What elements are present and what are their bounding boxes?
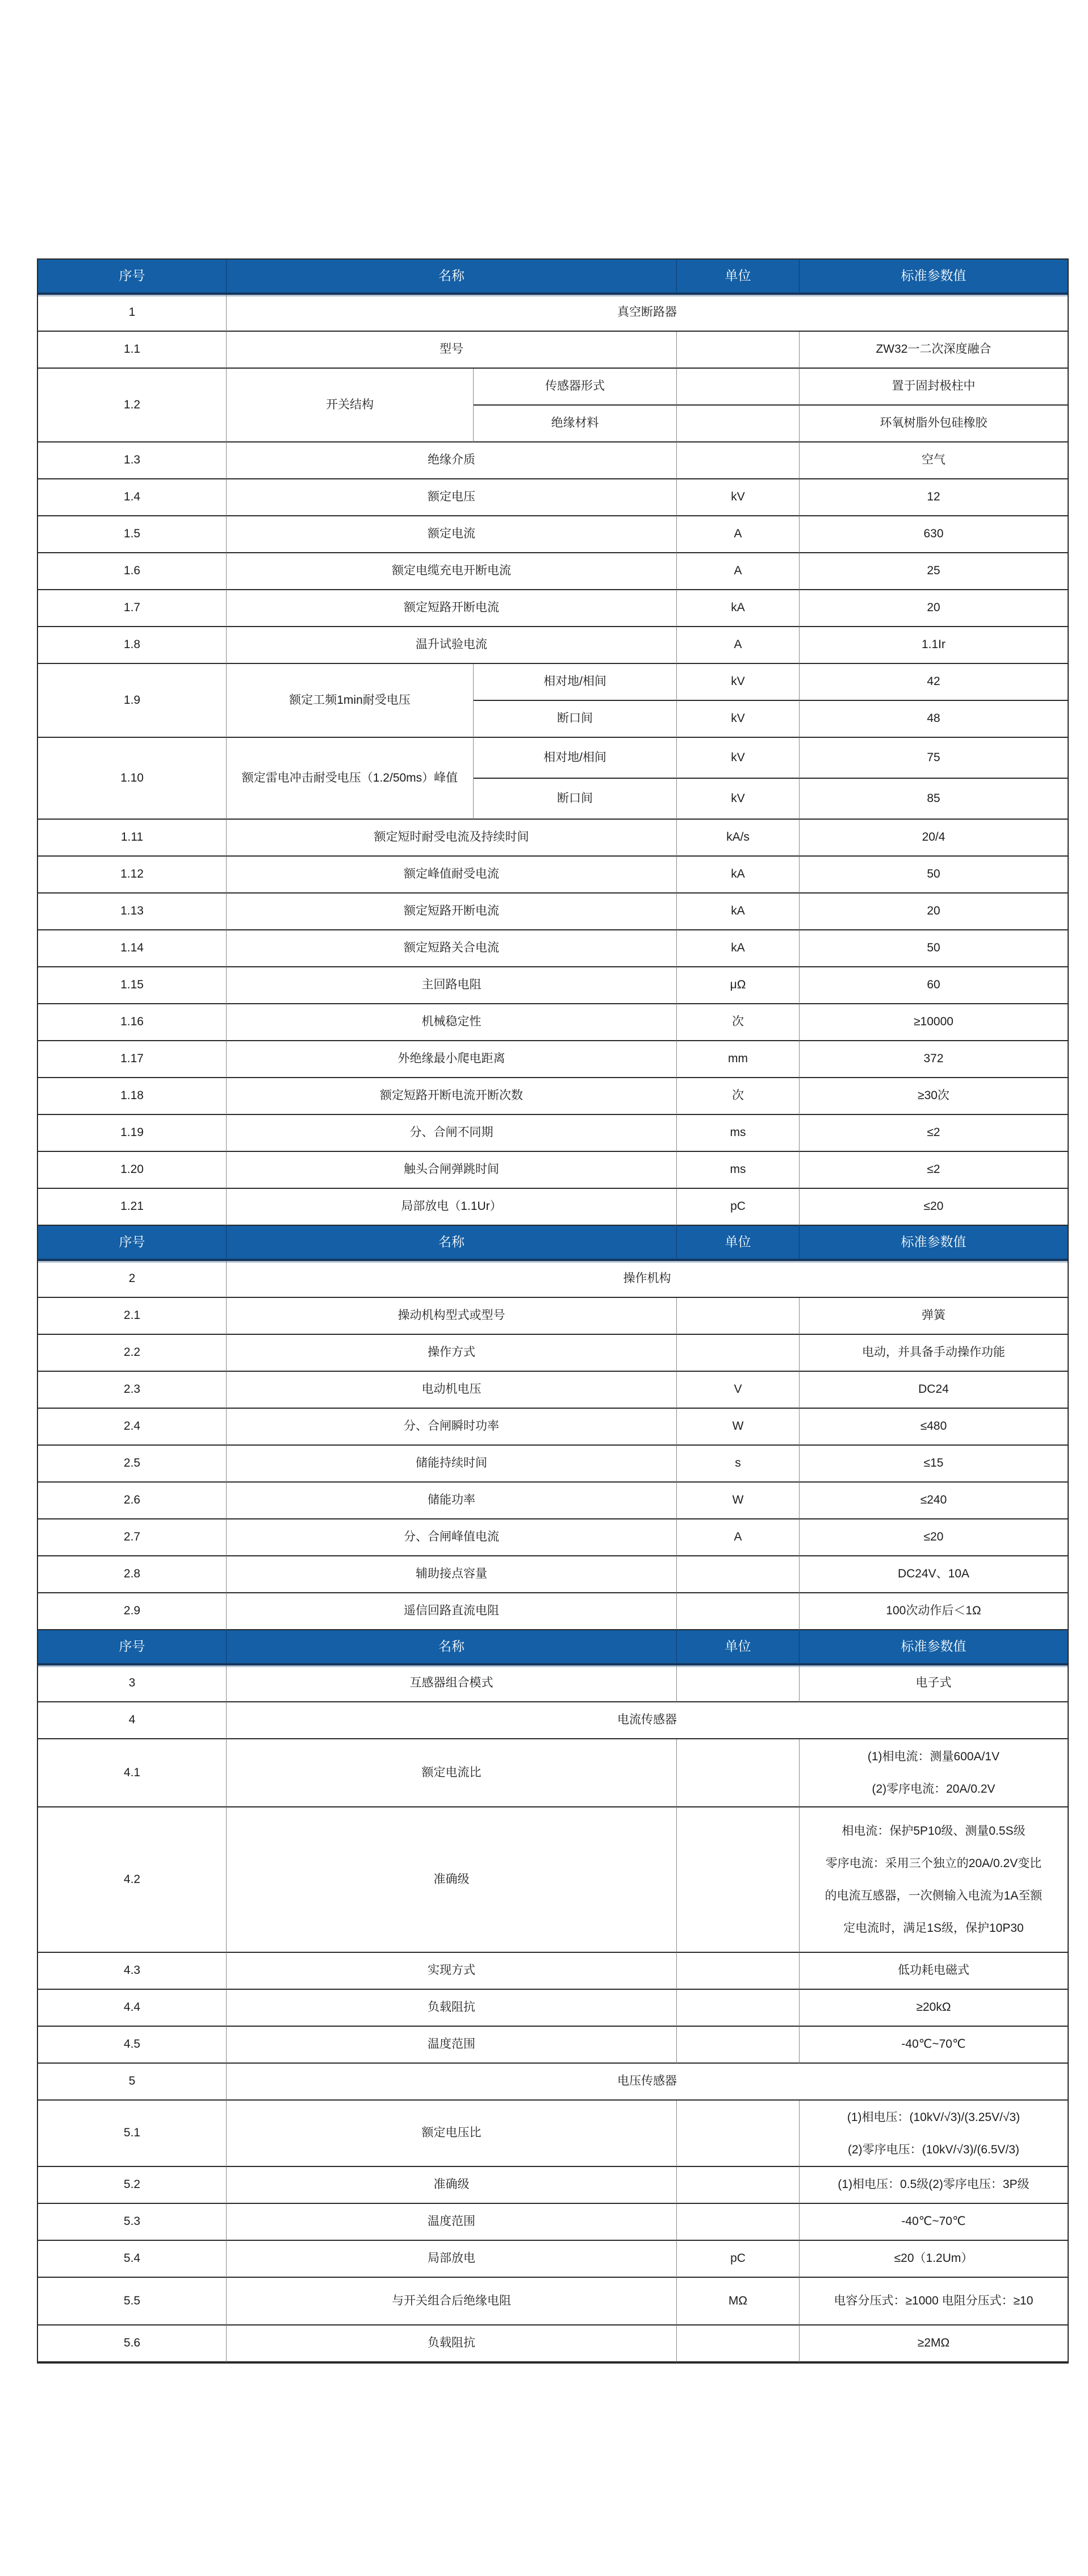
unit-cell (677, 369, 800, 406)
name-cell: 遥信回路直流电阻 (227, 1593, 677, 1630)
unit-cell (677, 1593, 800, 1630)
row-number-cell: 1.11 (38, 820, 227, 857)
value-cell: 20 (800, 590, 1068, 627)
unit-cell: 次 (677, 1004, 800, 1041)
unit-cell: A (677, 553, 800, 590)
value-cell: 低功耗电磁式 (800, 1953, 1068, 1990)
value-cell: DC24V、10A (800, 1556, 1068, 1593)
name-cell: 分、合闸不同期 (227, 1115, 677, 1152)
value-cell: DC24 (800, 1372, 1068, 1409)
row-number-cell: 1.16 (38, 1004, 227, 1041)
unit-cell: pC (677, 1189, 800, 1226)
unit-cell (677, 1990, 800, 2027)
table-row (38, 332, 1068, 369)
col-header-value: 标准参数值 (800, 1226, 1068, 1261)
name-cell: 准确级 (227, 2167, 677, 2204)
unit-cell (677, 1556, 800, 1593)
table-row (38, 1261, 1068, 1298)
unit-cell: A (677, 516, 800, 553)
unit-cell: mm (677, 1041, 800, 1078)
table-row (38, 1446, 1068, 1483)
row-number-cell: 4.4 (38, 1990, 227, 2027)
unit-cell (677, 1298, 800, 1335)
table-row (38, 442, 1068, 479)
row-number-cell: 1.8 (38, 627, 227, 664)
unit-cell: kV (677, 779, 800, 820)
unit-cell: MΩ (677, 2278, 800, 2326)
row-number-cell: 5 (38, 2064, 227, 2101)
header-row (38, 1630, 1068, 1665)
table-row (38, 1665, 1068, 1702)
name-cell: 额定电压 (227, 479, 677, 516)
row-number-cell: 5.2 (38, 2167, 227, 2204)
name-cell: 局部放电（1.1Ur） (227, 1189, 677, 1226)
header-row (38, 260, 1068, 295)
value-line: (2)零序电流：20A/0.2V (872, 1782, 995, 1796)
unit-cell: A (677, 627, 800, 664)
name-cell: 型号 (227, 332, 677, 369)
unit-cell: kA (677, 894, 800, 930)
table-row (38, 2278, 1068, 2326)
row-number-cell: 1.13 (38, 894, 227, 930)
table-row (38, 664, 1068, 701)
value-cell: ≤20 (800, 1519, 1068, 1556)
table-row (38, 1483, 1068, 1519)
table-row (38, 967, 1068, 1004)
value-cell: 48 (800, 701, 1068, 738)
row-number-cell: 3 (38, 1665, 227, 1702)
name-cell: 局部放电 (227, 2241, 677, 2278)
unit-cell: kA (677, 590, 800, 627)
value-line: (2)零序电压：(10kV/√3)/(6.5V/3) (847, 2143, 1020, 2156)
section-title-cell: 操作机构 (227, 1261, 1068, 1298)
row-number-cell: 2.7 (38, 1519, 227, 1556)
name-cell: 分、合闸瞬时功率 (227, 1409, 677, 1446)
unit-cell (677, 1665, 800, 1702)
row-number-cell: 1.15 (38, 967, 227, 1004)
unit-cell: V (677, 1372, 800, 1409)
table-row (38, 1115, 1068, 1152)
table-row (38, 2064, 1068, 2101)
name-cell: 主回路电阻 (227, 967, 677, 1004)
spec-table-container (37, 258, 1066, 2364)
unit-cell: W (677, 1483, 800, 1519)
row-number-cell: 1.12 (38, 857, 227, 894)
unit-cell: pC (677, 2241, 800, 2278)
value-cell: ≤480 (800, 1409, 1068, 1446)
table-row (38, 1990, 1068, 2027)
unit-cell (677, 2027, 800, 2064)
name-cell: 辅助接点容量 (227, 1556, 677, 1593)
name-cell: 额定电流比 (227, 1739, 677, 1807)
spec-table (37, 258, 1069, 2364)
name-cell: 负载阻抗 (227, 2326, 677, 2362)
unit-cell: 次 (677, 1078, 800, 1115)
row-number-cell: 4.3 (38, 1953, 227, 1990)
row-number-cell: 5.3 (38, 2204, 227, 2241)
row-number-cell: 2.1 (38, 1298, 227, 1335)
name-cell: 温度范围 (227, 2027, 677, 2064)
table-row (38, 1152, 1068, 1189)
name-cell: 额定短路关合电流 (227, 930, 677, 967)
name-cell: 额定电缆充电开断电流 (227, 553, 677, 590)
value-cell: (1)相电压：0.5级(2)零序电压：3P级 (800, 2167, 1068, 2204)
name-cell: 分、合闸峰值电流 (227, 1519, 677, 1556)
value-cell: 60 (800, 967, 1068, 1004)
value-cell: 电子式 (800, 1665, 1068, 1702)
row-number-cell: 1.1 (38, 332, 227, 369)
value-cell: 空气 (800, 442, 1068, 479)
unit-cell (677, 1807, 800, 1953)
value-cell: ≤2 (800, 1152, 1068, 1189)
col-header-value: 标准参数值 (800, 260, 1068, 295)
sub-name-cell: 传感器形式 (474, 369, 677, 406)
table-row (38, 2204, 1068, 2241)
col-header-no: 序号 (38, 1226, 227, 1261)
name-cell: 与开关组合后绝缘电阻 (227, 2278, 677, 2326)
value-cell: ≤15 (800, 1446, 1068, 1483)
table-row (38, 1953, 1068, 1990)
sub-name-cell: 相对地/相间 (474, 664, 677, 701)
name-cell: 负载阻抗 (227, 1990, 677, 2027)
row-number-cell: 5.1 (38, 2101, 227, 2167)
value-cell: ZW32一二次深度融合 (800, 332, 1068, 369)
value-cell: 12 (800, 479, 1068, 516)
name-cell: 储能持续时间 (227, 1446, 677, 1483)
section-title-cell: 电流传感器 (227, 1702, 1068, 1739)
value-line: 定电流时，满足1S级，保护10P30 (843, 1922, 1024, 1935)
row-number-cell: 5.6 (38, 2326, 227, 2362)
value-line: 相电流：保护5P10级、测量0.5S级 (842, 1825, 1026, 1838)
value-cell: 弹簧 (800, 1298, 1068, 1335)
name-cell: 操作方式 (227, 1335, 677, 1372)
row-number-cell: 2.9 (38, 1593, 227, 1630)
row-number-cell: 1.5 (38, 516, 227, 553)
row-number-cell: 1.20 (38, 1152, 227, 1189)
row-number-cell: 4.2 (38, 1807, 227, 1953)
col-header-unit: 单位 (677, 1630, 800, 1665)
value-cell: 电动，并具备手动操作功能 (800, 1335, 1068, 1372)
row-number-cell: 1.6 (38, 553, 227, 590)
table-row (38, 1519, 1068, 1556)
value-cell (800, 1807, 1068, 1953)
table-row (38, 2167, 1068, 2204)
value-cell: 电容分压式：≥1000 电阻分压式：≥10 (800, 2278, 1068, 2326)
unit-cell: kA (677, 930, 800, 967)
table-row (38, 1593, 1068, 1630)
name-cell: 额定短路开断电流 (227, 590, 677, 627)
sub-name-cell: 相对地/相间 (474, 738, 677, 779)
value-cell: 100次动作后＜1Ω (800, 1593, 1068, 1630)
value-cell: ≥20kΩ (800, 1990, 1068, 2027)
table-row (38, 1807, 1068, 1953)
value-cell: 85 (800, 779, 1068, 820)
table-row (38, 1041, 1068, 1078)
value-cell: 20/4 (800, 820, 1068, 857)
unit-cell (677, 2167, 800, 2204)
name-cell: 温度范围 (227, 2204, 677, 2241)
value-cell: 环氧树脂外包硅橡胶 (800, 406, 1068, 442)
row-number-cell: 1.9 (38, 664, 227, 738)
row-number-cell: 2.6 (38, 1483, 227, 1519)
section-title-cell: 真空断路器 (227, 295, 1068, 332)
value-cell: ≥10000 (800, 1004, 1068, 1041)
col-header-name: 名称 (227, 1630, 677, 1665)
table-row (38, 1556, 1068, 1593)
table-row (38, 1702, 1068, 1739)
value-cell: -40℃~70℃ (800, 2027, 1068, 2064)
value-cell: 372 (800, 1041, 1068, 1078)
table-row (38, 1078, 1068, 1115)
row-number-cell: 1.3 (38, 442, 227, 479)
table-row (38, 2241, 1068, 2278)
table-row (38, 738, 1068, 779)
row-number-cell: 1.14 (38, 930, 227, 967)
value-cell: 50 (800, 930, 1068, 967)
table-row (38, 1335, 1068, 1372)
name-cell: 额定峰值耐受电流 (227, 857, 677, 894)
col-header-name: 名称 (227, 260, 677, 295)
table-row (38, 369, 1068, 406)
name-cell: 准确级 (227, 1807, 677, 1953)
sub-name-cell: 绝缘材料 (474, 406, 677, 442)
value-cell: ≥30次 (800, 1078, 1068, 1115)
row-number-cell: 2.8 (38, 1556, 227, 1593)
row-number-cell: 1.10 (38, 738, 227, 820)
unit-cell: W (677, 1409, 800, 1446)
unit-cell: kV (677, 479, 800, 516)
name-cell: 额定短路开断电流开断次数 (227, 1078, 677, 1115)
unit-cell: kV (677, 738, 800, 779)
unit-cell (677, 1739, 800, 1807)
row-number-cell: 4 (38, 1702, 227, 1739)
table-row (38, 553, 1068, 590)
row-number-cell: 1 (38, 295, 227, 332)
sub-name-cell: 断口间 (474, 701, 677, 738)
unit-cell: kV (677, 664, 800, 701)
col-header-no: 序号 (38, 1630, 227, 1665)
unit-cell: kV (677, 701, 800, 738)
value-cell: 置于固封极柱中 (800, 369, 1068, 406)
table-row (38, 857, 1068, 894)
table-row (38, 820, 1068, 857)
name-cell: 机械稳定性 (227, 1004, 677, 1041)
name-cell: 额定雷电冲击耐受电压（1.2/50ms）峰值 (227, 738, 474, 820)
row-number-cell: 2.2 (38, 1335, 227, 1372)
value-cell: 1.1Ir (800, 627, 1068, 664)
unit-cell: ms (677, 1152, 800, 1189)
row-number-cell: 4.1 (38, 1739, 227, 1807)
name-cell: 储能功率 (227, 1483, 677, 1519)
unit-cell: ms (677, 1115, 800, 1152)
col-header-unit: 单位 (677, 260, 800, 295)
unit-cell (677, 2204, 800, 2241)
row-number-cell: 1.4 (38, 479, 227, 516)
name-cell: 额定工频1min耐受电压 (227, 664, 474, 738)
table-row (38, 479, 1068, 516)
name-cell: 电动机电压 (227, 1372, 677, 1409)
name-cell: 操动机构型式或型号 (227, 1298, 677, 1335)
name-cell: 额定电压比 (227, 2101, 677, 2167)
row-number-cell: 1.2 (38, 369, 227, 442)
name-cell: 额定电流 (227, 516, 677, 553)
table-row (38, 1409, 1068, 1446)
unit-cell (677, 332, 800, 369)
value-line: 的电流互感器，一次侧输入电流为1A至额 (825, 1889, 1043, 1902)
col-header-unit: 单位 (677, 1226, 800, 1261)
row-number-cell: 5.4 (38, 2241, 227, 2278)
section-title-cell: 电压传感器 (227, 2064, 1068, 2101)
name-cell: 额定短路开断电流 (227, 894, 677, 930)
row-number-cell: 1.21 (38, 1189, 227, 1226)
table-row (38, 2101, 1068, 2167)
row-number-cell: 2.5 (38, 1446, 227, 1483)
table-row (38, 1372, 1068, 1409)
unit-cell: A (677, 1519, 800, 1556)
name-cell: 绝缘介质 (227, 442, 677, 479)
table-row (38, 516, 1068, 553)
table-row (38, 1189, 1068, 1226)
unit-cell (677, 406, 800, 442)
name-cell: 开关结构 (227, 369, 474, 442)
sub-name-cell: 断口间 (474, 779, 677, 820)
col-header-name: 名称 (227, 1226, 677, 1261)
value-cell: -40℃~70℃ (800, 2204, 1068, 2241)
unit-cell (677, 1953, 800, 1990)
row-number-cell: 1.19 (38, 1115, 227, 1152)
row-number-cell: 4.5 (38, 2027, 227, 2064)
value-cell: 50 (800, 857, 1068, 894)
table-row (38, 627, 1068, 664)
name-cell: 外绝缘最小爬电距离 (227, 1041, 677, 1078)
value-cell: 42 (800, 664, 1068, 701)
col-header-value: 标准参数值 (800, 1630, 1068, 1665)
table-row (38, 1298, 1068, 1335)
table-row (38, 2027, 1068, 2064)
header-row (38, 1226, 1068, 1261)
unit-cell: kA/s (677, 820, 800, 857)
value-cell: 75 (800, 738, 1068, 779)
unit-cell (677, 2326, 800, 2362)
value-cell: 25 (800, 553, 1068, 590)
row-number-cell: 1.18 (38, 1078, 227, 1115)
table-row (38, 930, 1068, 967)
row-number-cell: 2.4 (38, 1409, 227, 1446)
table-row (38, 1004, 1068, 1041)
value-cell: ≤2 (800, 1115, 1068, 1152)
unit-cell: kA (677, 857, 800, 894)
name-cell: 额定短时耐受电流及持续时间 (227, 820, 677, 857)
unit-cell (677, 1335, 800, 1372)
unit-cell (677, 442, 800, 479)
table-row (38, 590, 1068, 627)
value-cell (800, 2101, 1068, 2167)
value-cell: ≥2MΩ (800, 2326, 1068, 2362)
unit-cell: μΩ (677, 967, 800, 1004)
value-cell: 630 (800, 516, 1068, 553)
name-cell: 互感器组合模式 (227, 1665, 677, 1702)
table-row (38, 295, 1068, 332)
unit-cell: s (677, 1446, 800, 1483)
table-row (38, 1739, 1068, 1807)
row-number-cell: 2 (38, 1261, 227, 1298)
value-line: (1)相电流：测量600A/1V (867, 1750, 1000, 1763)
row-number-cell: 5.5 (38, 2278, 227, 2326)
table-row (38, 2326, 1068, 2362)
name-cell: 温升试验电流 (227, 627, 677, 664)
value-cell: 20 (800, 894, 1068, 930)
row-number-cell: 1.17 (38, 1041, 227, 1078)
col-header-no: 序号 (38, 260, 227, 295)
row-number-cell: 1.7 (38, 590, 227, 627)
value-line: 零序电流：采用三个独立的20A/0.2V变比 (825, 1857, 1042, 1870)
row-number-cell: 2.3 (38, 1372, 227, 1409)
value-line: (1)相电压：(10kV/√3)/(3.25V/√3) (847, 2110, 1020, 2124)
table-row (38, 894, 1068, 930)
value-cell: ≤20 (800, 1189, 1068, 1226)
name-cell: 实现方式 (227, 1953, 677, 1990)
unit-cell (677, 2101, 800, 2167)
value-cell: ≤20（1.2Um） (800, 2241, 1068, 2278)
value-cell: ≤240 (800, 1483, 1068, 1519)
value-cell (800, 1739, 1068, 1807)
name-cell: 触头合闸弹跳时间 (227, 1152, 677, 1189)
